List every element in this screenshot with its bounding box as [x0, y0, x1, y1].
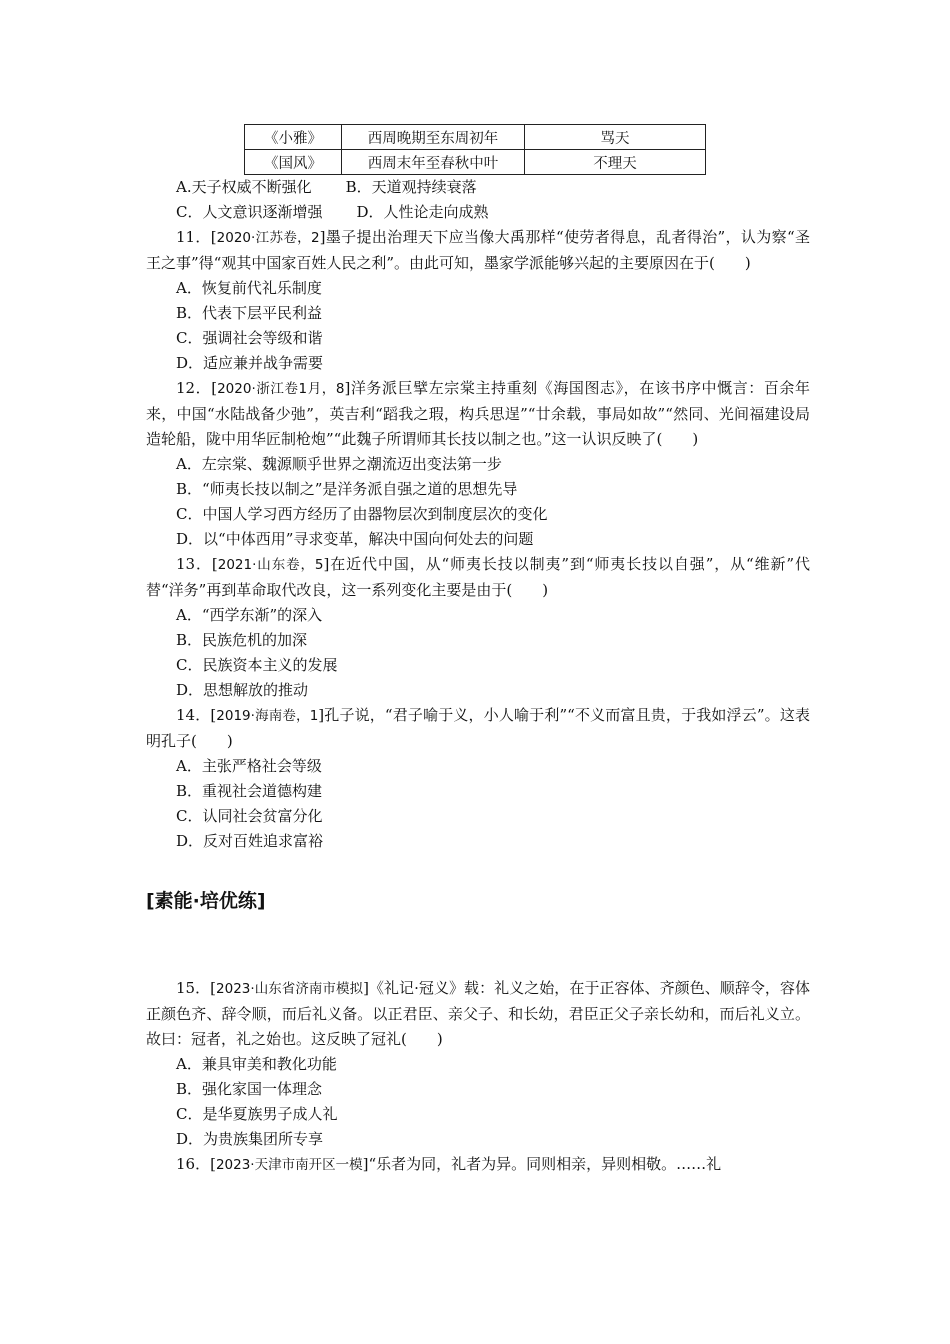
option: B．强化家国一体理念	[176, 1080, 323, 1098]
question-number: 11．[	[176, 228, 217, 246]
section-title: [素能·培优练]	[146, 890, 266, 912]
table-cell: 西周晚期至东周初年	[342, 125, 525, 150]
question-text: ]“乐者为同，礼者为异。同则相亲，异则相敬。……礼	[362, 1155, 722, 1173]
option: B．民族危机的加深	[176, 631, 308, 649]
option: D．以“中体西用”寻求变革，解决中国向何处去的问题	[176, 530, 534, 548]
question-source: 2023·天津市南开区一模	[215, 1157, 363, 1173]
question-source: 2023·山东省济南市模拟	[216, 981, 364, 997]
option: A．恢复前代礼乐制度	[176, 279, 322, 297]
document-page	[146, 124, 810, 1178]
question-number: 12．[	[176, 379, 218, 397]
question-number: 16．[	[176, 1155, 216, 1173]
option: A．“西学东渐”的深入	[176, 606, 323, 624]
option: C．强调社会等级和谐	[176, 329, 323, 347]
question-12	[146, 376, 810, 452]
option: B．代表下层平民利益	[176, 304, 323, 322]
q10-option-d: D．人性论走向成熟	[356, 203, 489, 221]
option: C．民族资本主义的发展	[176, 656, 338, 674]
question-number: 13．[	[176, 555, 218, 573]
question-15	[146, 976, 810, 1052]
question-number: 14．[	[176, 706, 217, 724]
table-cell: 骂天	[525, 125, 706, 150]
option: D．思想解放的推动	[176, 681, 309, 699]
table-cell: 不理天	[525, 150, 706, 175]
table-cell: 西周末年至春秋中叶	[342, 150, 525, 175]
question-14	[146, 703, 810, 754]
option: D．反对百姓追求富裕	[176, 832, 324, 850]
question-text: ]洋务派巨擘左宗棠主持重刻《海国图志》，在该书序中慨言：百余年来，中国“水陆战备少弛”，英吉利“蹈我之瑕，构兵思逞”“廿余载，事局如故”“然同、光间福建设局造轮船，陇中用华匠制枪炮”“此魏子所谓师其长技以制之也。”这一认识反映了( )	[146, 379, 810, 448]
table-cell: 《国风》	[245, 150, 342, 175]
option: A．主张严格社会等级	[176, 757, 322, 775]
option: C．中国人学习西方经历了由器物层次到制度层次的变化	[176, 505, 548, 523]
option: A．左宗棠、魏源顺乎世界之潮流迈出变法第一步	[176, 455, 502, 473]
question-source: 2019·海南卷，1	[216, 708, 319, 724]
question-16	[146, 1152, 810, 1178]
section-spacer	[146, 914, 810, 976]
option: B．“师夷长技以制之”是洋务派自强之道的思想先导	[176, 480, 518, 498]
question-text: ]孔子说，“君子喻于义，小人喻于利”“不义而富且贵，于我如浮云”。这表明孔子( )	[146, 706, 810, 750]
q10-option-a: A.天子权威不断强化	[176, 178, 312, 196]
q10-options-row-2	[146, 200, 810, 225]
option: D．适应兼并战争需要	[176, 354, 324, 372]
question-text: ]墨子提出治理天下应当像大禹那样“使劳者得息，乱者得治”，认为察“圣王之事”得“观其中国家百姓人民之利”。由此可知，墨家学派能够兴起的主要原因在于( )	[146, 228, 810, 272]
option: C．认同社会贫富分化	[176, 807, 323, 825]
table-cell: 《小雅》	[245, 125, 342, 150]
question-11	[146, 225, 810, 276]
question-source: 2020·浙江卷1月，8	[217, 381, 345, 397]
q10-option-c: C．人文意识逐渐增强	[176, 203, 323, 221]
table-row	[245, 150, 706, 175]
option: C．是华夏族男子成人礼	[176, 1105, 338, 1123]
question-text: ]《礼记·冠义》载：礼义之始，在于正容体、齐颜色、顺辞令，容体正颜色齐、辞令顺，而后礼义备。以正君臣、亲父子、和长幼，君臣正父子亲长幼和，而后礼义立。故曰：冠者，礼之始也。这反映了冠礼( )	[146, 979, 810, 1048]
q10-options-row-1	[146, 175, 810, 200]
comparison-table	[244, 124, 706, 175]
option: D．为贵族集团所专享	[176, 1130, 324, 1148]
question-number: 15．[	[176, 979, 217, 997]
option: B．重视社会道德构建	[176, 782, 323, 800]
table-row	[245, 125, 706, 150]
question-source: 2020·江苏卷，2	[216, 230, 320, 246]
q10-option-b: B．天道观持续衰落	[345, 178, 477, 196]
question-13	[146, 552, 810, 603]
option: A．兼具审美和教化功能	[176, 1055, 337, 1073]
question-text: ]在近代中国，从“师夷长技以制夷”到“师夷长技以自强”，从“维新”代替“洋务”再到革命取代改良，这一系列变化主要是由于( )	[146, 555, 810, 599]
question-source: 2021·山东卷，5	[217, 557, 324, 573]
